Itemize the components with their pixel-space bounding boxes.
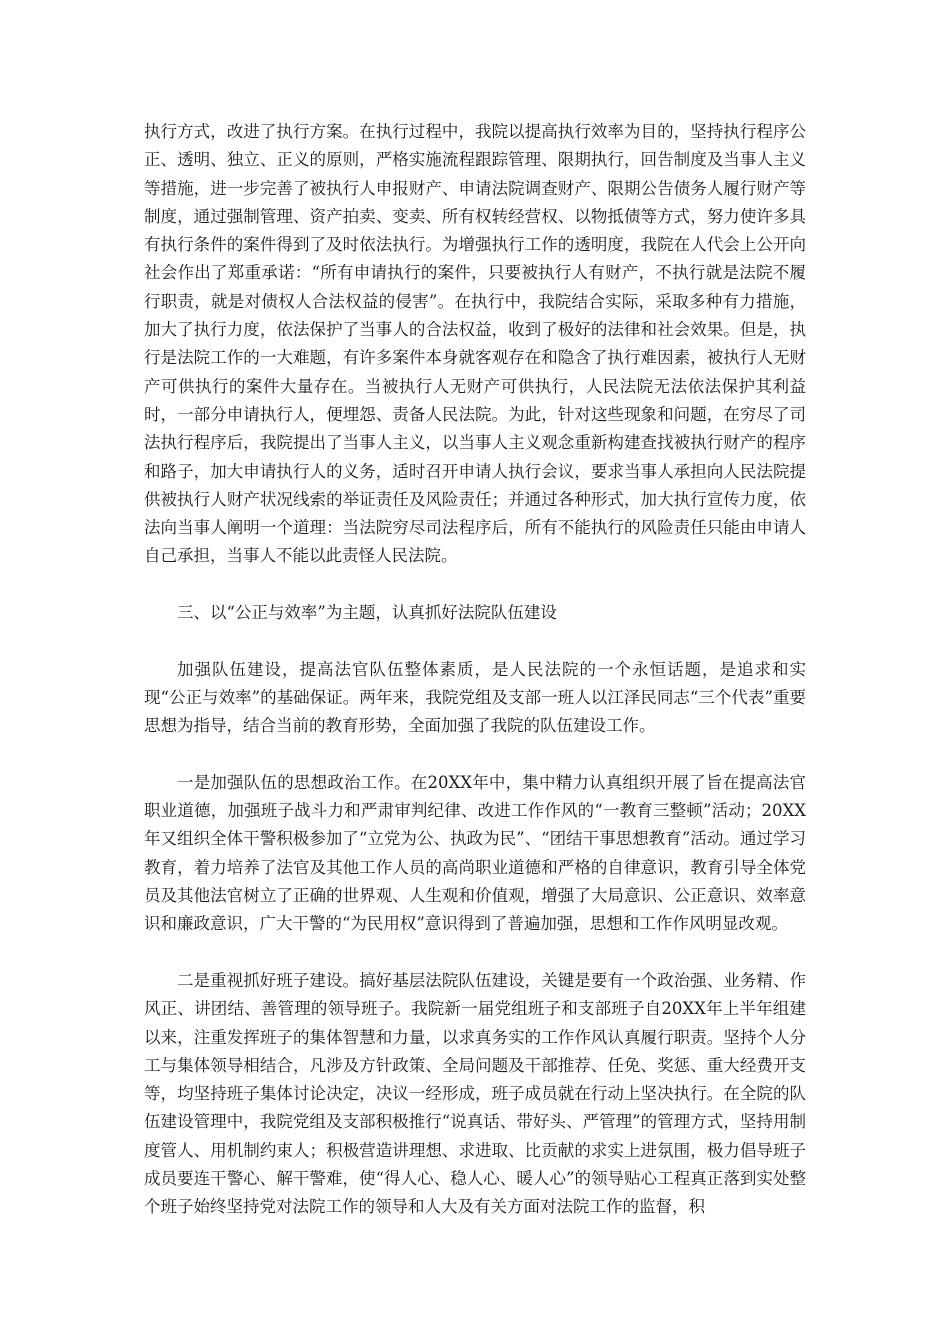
paragraph-gap xyxy=(144,571,806,599)
paragraph-continued: 执行方式，改进了执行方案。在执行过程中，我院以提高执行效率为目的，坚持执行程序公正、透明、独立、正义的原则，严格实施流程跟踪管理、限期执行，回告制度及当事人主义等措施，进一步完善了被执行人申报财产、申请法院调查财产、限期公告债务人履行财产等制度，通过强制管理、资产拍卖、变卖、所有权转经营权、以物抵债等方式，努力使许多具有执行条件的案件得到了及时依法执行。为增强执行工作的透明度，我院在人代会上公开向社会作出了郑重承诺：“所有申请执行的案件，只要被执行人有财产，不执行就是法院不履行职责，就是对债权人合法权益的侵害”。在执行中，我院结合实际，采取多种有力措施，加大了执行力度，依法保护了当事人的合法权益，收到了极好的法律和社会效果。但是，执行是法院工作的一大难题，有许多案件本身就客观存在和隐含了执行难因素，被执行人无财产可供执行的案件大量存在。当被执行人无财产可供执行，人民法院无法依法保护其利益时，一部分申请执行人，便埋怨、责备人民法院。为此，针对这些现象和问题，在穷尽了司法执行程序后，我院提出了当事人主义，以当事人主义观念重新构建查找被执行财产的程序和路子，加大申请执行人的义务，适时召开申请人执行会议，要求当事人承担向人民法院提供被执行人财产状况线索的举证责任及风险责任；并通过各种形式，加大执行宣传力度，依法向当事人阐明一个道理：当法院穷尽司法程序后，所有不能执行的风险责任只能由申请人自己承担，当事人不能以此责怪人民法院。 xyxy=(144,122,806,566)
document-page xyxy=(144,118,806,1222)
section-heading: 三、以“公正与效率”为主题，认真抓好法院队伍建设 xyxy=(177,603,557,623)
paragraph-gap xyxy=(144,939,806,967)
paragraph-gap xyxy=(144,627,806,655)
paragraph-point-one: 一是加强队伍的思想政治工作。在20XX年中，集中精力认真组织开展了旨在提高法官职业道德，加强班子战斗力和严肃审判纪律、改进工作作风的“一教育三整顿”活动；20XX年又组织全体干警积极参加了“立党为公、执政为民”、“团结干事思想教育”活动。通过学习教育，着力培养了法官及其他工作人员的高尚职业道德和严格的自律意识，教育引导全体党员及其他法官树立了正确的世界观、人生观和价值观，增强了大局意识、公正意识、效率意识和廉政意识，广大干警的“为民用权”意识得到了普遍加强，思想和工作作风明显改观。 xyxy=(144,772,806,934)
paragraph-gap xyxy=(144,741,806,769)
paragraph-intro: 加强队伍建设，提高法官队伍整体素质，是人民法院的一个永恒话题，是追求和实现“公正与效率”的基础保证。两年来，我院党组及支部一班人以江泽民同志“三个代表”重要思想为指导，结合当前的教育形势，全面加强了我院的队伍建设工作。 xyxy=(144,659,806,736)
paragraph-point-two: 二是重视抓好班子建设。搞好基层法院队伍建设，关键是要有一个政治强、业务精、作风正、讲团结、善管理的领导班子。我院新一届党组班子和支部班子自20XX年上半年组建以来，注重发挥班子的集体智慧和力量，以求真务实的工作作风认真履行职责。坚持个人分工与集体领导相结合，凡涉及方针政策、全局问题及干部推荐、任免、奖惩、重大经费开支等，均坚持班子集体讨论决定，决议一经形成，班子成员就在行动上坚决执行。在全院的队伍建设管理中，我院党组及支部积极推行“说真话、带好头、严管理”的管理方式，坚持用制度管人、用机制约束人；积极营造讲理想、求进取、比贡献的求实上进氛围，极力倡导班子成员要连干警心、解干警难，使“得人心、稳人心、暖人心”的领导贴心工程真正落到实处整个班子始终坚持党对法院工作的领导和人大及有关方面对法院工作的监督，积 xyxy=(144,970,806,1217)
